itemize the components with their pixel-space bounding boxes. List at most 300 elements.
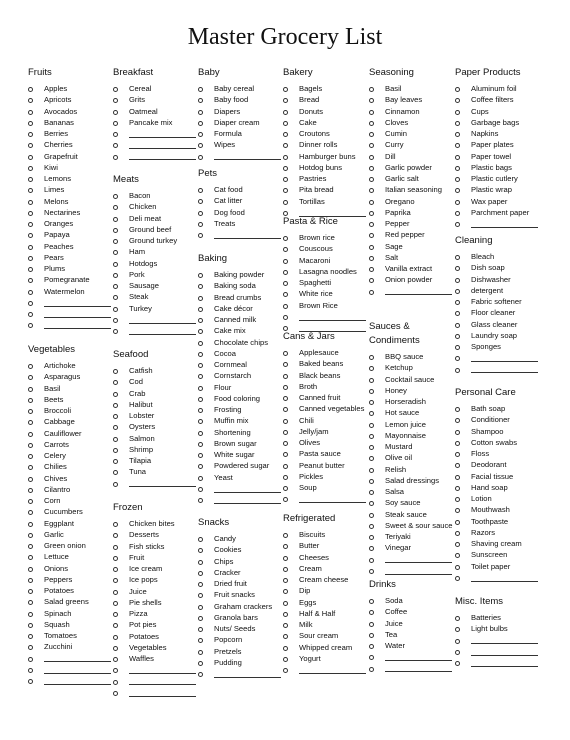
list-item: Lobster	[113, 410, 200, 421]
section-title: Misc. Items	[455, 596, 504, 607]
list-item: Pretzels	[198, 646, 285, 657]
list-item: White sugar	[198, 449, 285, 460]
list-item: Turkey	[113, 303, 200, 314]
list-item: Vinegar	[369, 542, 456, 553]
item-list	[283, 529, 370, 675]
list-item: Cake décor	[198, 303, 285, 314]
list-item: Zucchini	[28, 641, 115, 652]
list-item: Chips	[198, 556, 285, 567]
list-item: Oregano	[369, 196, 456, 207]
list-item: Basil	[28, 383, 115, 394]
blank-entry-line[interactable]	[113, 676, 200, 687]
list-item: Salsa	[369, 486, 456, 497]
list-item: White rice	[283, 288, 370, 299]
list-item: Pickles	[283, 471, 370, 482]
list-item: Lettuce	[28, 551, 115, 562]
list-item: Paper plates	[455, 139, 542, 150]
list-item: Toilet paper	[455, 561, 542, 572]
list-item: Deli meat	[113, 213, 200, 224]
blank-entry-line[interactable]	[198, 668, 285, 679]
list-item: Cat litter	[198, 195, 285, 206]
list-item: Canned vegetables	[283, 403, 370, 414]
item-list	[369, 595, 456, 674]
blank-entry-line[interactable]	[113, 478, 200, 489]
list-item: Parchment paper	[455, 207, 542, 218]
list-item: Cumin	[369, 128, 456, 139]
list-item: Pancake mix	[113, 117, 200, 128]
list-item: Coffee	[369, 606, 456, 617]
list-item: Hotdogs	[113, 258, 200, 269]
item-list	[455, 612, 542, 668]
list-item: Pastries	[283, 173, 370, 184]
section-breakfast	[113, 66, 200, 175]
list-item: Celery	[28, 450, 115, 461]
blank-entry-line[interactable]	[455, 635, 542, 646]
list-item: Vegetables	[113, 642, 200, 653]
list-item: Ground beef	[113, 224, 200, 235]
list-item: Brown rice	[283, 232, 370, 243]
list-item: Conditioner	[455, 414, 542, 425]
list-item: Shampoo	[455, 426, 542, 437]
list-item: Lasagna noodles	[283, 266, 370, 277]
list-item: Desserts	[113, 529, 200, 540]
list-item: Water	[369, 640, 456, 651]
list-item: Melons	[28, 196, 115, 207]
list-item: Fabric softener	[455, 296, 542, 307]
list-item: Cake mix	[198, 325, 285, 336]
list-item: Mayonnaise	[369, 430, 456, 441]
list-item: Chicken bites	[113, 518, 200, 529]
list-item: Pot pies	[113, 619, 200, 630]
list-item: Soy sauce	[369, 497, 456, 508]
list-item: Chicken	[113, 201, 200, 212]
list-item: Shaving cream	[455, 538, 542, 549]
blank-entry-line[interactable]	[113, 325, 200, 336]
blank-entry-line[interactable]	[369, 286, 456, 297]
list-item: Baking powder	[198, 269, 285, 280]
list-item: Biscuits	[283, 529, 370, 540]
list-item: Treats	[198, 218, 285, 229]
list-item: Dog food	[198, 207, 285, 218]
blank-entry-line[interactable]	[113, 664, 200, 675]
blank-entry-line[interactable]	[369, 565, 456, 576]
list-item: Plastic wrap	[455, 184, 542, 195]
list-item: Ham	[113, 246, 200, 257]
list-item: Garlic salt	[369, 173, 456, 184]
list-item: Bagels	[283, 83, 370, 94]
section-paper-products	[455, 66, 542, 242]
item-list	[113, 83, 200, 162]
list-item: Sunscreen	[455, 549, 542, 560]
list-item: Coffee filters	[455, 94, 542, 105]
list-item: Pita bread	[283, 184, 370, 195]
blank-entry-line[interactable]	[28, 308, 115, 319]
list-item: Squash	[28, 619, 115, 630]
section-title: Sauces & Condiments	[369, 321, 420, 346]
list-item: Aluminum foil	[455, 83, 542, 94]
list-item: Baking soda	[198, 280, 285, 291]
section-title: Meats	[113, 174, 139, 185]
blank-entry-line[interactable]	[283, 493, 370, 504]
list-item: Apricots	[28, 94, 115, 105]
list-item: Plastic cutlery	[455, 173, 542, 184]
section-refrigerated	[283, 512, 370, 688]
section-title: Drinks	[369, 579, 396, 590]
list-item: Corn	[28, 495, 115, 506]
list-item: Dinner rolls	[283, 139, 370, 150]
list-item: Curry	[369, 139, 456, 150]
section-pasta-rice	[283, 215, 370, 346]
list-item: Olives	[283, 437, 370, 448]
list-item: Yogurt	[283, 653, 370, 664]
list-item: Black beans	[283, 370, 370, 381]
list-item: Sage	[369, 241, 456, 252]
list-item: Dish soap	[455, 262, 542, 273]
list-item: Canned fruit	[283, 392, 370, 403]
list-item: Asparagus	[28, 371, 115, 382]
list-item: Garlic powder	[369, 162, 456, 173]
list-item: Oysters	[113, 421, 200, 432]
section-title: Frozen	[113, 502, 143, 513]
section-title: Seasoning	[369, 67, 414, 78]
list-item: Tortillas	[283, 196, 370, 207]
list-item: Wipes	[198, 139, 285, 150]
list-item: Bath soap	[455, 403, 542, 414]
list-item: Limes	[28, 184, 115, 195]
list-item: Cherries	[28, 139, 115, 150]
blank-entry-line[interactable]	[113, 128, 200, 139]
item-list	[198, 533, 285, 679]
blank-entry-line[interactable]	[28, 319, 115, 330]
list-item: Ground turkey	[113, 235, 200, 246]
item-list	[455, 403, 542, 583]
list-item: Plastic bags	[455, 162, 542, 173]
blank-entry-line[interactable]	[113, 139, 200, 150]
list-item: Cups	[455, 106, 542, 117]
list-item: Chili	[283, 415, 370, 426]
list-item: Half & Half	[283, 608, 370, 619]
list-item: Brown sugar	[198, 438, 285, 449]
list-item: Candy	[198, 533, 285, 544]
section-title: Cans & Jars	[283, 331, 335, 342]
list-item: detergent	[455, 285, 542, 296]
item-list	[283, 232, 370, 333]
list-item: Pasta sauce	[283, 448, 370, 459]
list-item: Cilantro	[28, 484, 115, 495]
section-baby	[198, 66, 285, 175]
list-item: Popcorn	[198, 634, 285, 645]
blank-entry-line[interactable]	[455, 352, 542, 363]
list-item: Muffin mix	[198, 415, 285, 426]
list-item: Italian seasoning	[369, 184, 456, 195]
list-item: Pudding	[198, 657, 285, 668]
section-title: Personal Care	[455, 387, 516, 398]
blank-entry-line[interactable]	[455, 657, 542, 668]
list-item: Diapers	[198, 106, 285, 117]
section-bakery	[283, 66, 370, 231]
list-item: Chilies	[28, 461, 115, 472]
blank-entry-line[interactable]	[369, 663, 456, 674]
blank-entry-line[interactable]	[455, 218, 542, 229]
section-title: Snacks	[198, 517, 230, 528]
list-item: Wax paper	[455, 196, 542, 207]
item-list	[198, 184, 285, 240]
list-item: Canned milk	[198, 314, 285, 325]
list-item: Berries	[28, 128, 115, 139]
list-item: Paprika	[369, 207, 456, 218]
blank-entry-line[interactable]	[113, 314, 200, 325]
list-item: Broth	[283, 381, 370, 392]
list-item: Hot sauce	[369, 407, 456, 418]
section-sauces-condiments	[369, 320, 456, 589]
list-item: Croutons	[283, 128, 370, 139]
item-list	[455, 83, 542, 229]
list-item: Horseradish	[369, 396, 456, 407]
list-item: Shrimp	[113, 444, 200, 455]
list-item: Glass cleaner	[455, 319, 542, 330]
blank-entry-line[interactable]	[113, 687, 200, 698]
item-list	[283, 83, 370, 218]
list-item: Powdered sugar	[198, 460, 285, 471]
list-item: Soup	[283, 482, 370, 493]
list-item: Cookies	[198, 544, 285, 555]
section-misc-items	[455, 595, 542, 681]
section-title: Refrigerated	[283, 513, 336, 524]
list-item: Grapefruit	[28, 151, 115, 162]
list-item: Red pepper	[369, 229, 456, 240]
list-item: Hand soap	[455, 482, 542, 493]
list-item: Spaghetti	[283, 277, 370, 288]
list-item: Whipped cream	[283, 642, 370, 653]
blank-entry-line[interactable]	[455, 572, 542, 583]
list-item: Dishwasher	[455, 274, 542, 285]
list-item: Pork	[113, 269, 200, 280]
list-item: Onions	[28, 563, 115, 574]
blank-entry-line[interactable]	[28, 297, 115, 308]
list-item: Hamburger buns	[283, 151, 370, 162]
list-item: Couscous	[283, 243, 370, 254]
list-item: Tomatoes	[28, 630, 115, 641]
blank-entry-line[interactable]	[28, 653, 115, 664]
list-item: Steak	[113, 291, 200, 302]
section-title: Pets	[198, 168, 218, 179]
item-list	[113, 365, 200, 489]
list-item: Eggplant	[28, 518, 115, 529]
list-item: Napkins	[455, 128, 542, 139]
section-seafood	[113, 348, 200, 502]
blank-entry-line[interactable]	[113, 151, 200, 162]
list-item: Cod	[113, 376, 200, 387]
blank-entry-line[interactable]	[198, 229, 285, 240]
list-item: Diaper cream	[198, 117, 285, 128]
blank-entry-line[interactable]	[283, 311, 370, 322]
item-list	[28, 360, 115, 686]
list-item: Light bulbs	[455, 623, 542, 634]
item-list	[369, 351, 456, 576]
list-item: Bananas	[28, 117, 115, 128]
list-item: Dried fruit	[198, 578, 285, 589]
list-item: Batteries	[455, 612, 542, 623]
list-item: Pears	[28, 252, 115, 263]
list-item: Basil	[369, 83, 456, 94]
blank-entry-line[interactable]	[369, 554, 456, 565]
list-item: Razors	[455, 527, 542, 538]
blank-entry-line[interactable]	[455, 646, 542, 657]
section-drinks	[369, 578, 456, 687]
list-item: Cake	[283, 117, 370, 128]
item-list	[28, 83, 115, 331]
list-item: Juice	[113, 586, 200, 597]
list-item: Baked beans	[283, 358, 370, 369]
list-item: Kiwi	[28, 162, 115, 173]
list-item: Milk	[283, 619, 370, 630]
section-personal-care	[455, 386, 542, 596]
list-item: Grits	[113, 94, 200, 105]
list-item: Hotdog buns	[283, 162, 370, 173]
list-item: Watermelon	[28, 286, 115, 297]
list-item: Waffles	[113, 653, 200, 664]
section-frozen	[113, 501, 200, 711]
item-list	[455, 251, 542, 375]
list-item: Flour	[198, 382, 285, 393]
list-item: Vanilla extract	[369, 263, 456, 274]
list-item: Yeast	[198, 472, 285, 483]
list-item: Granola bars	[198, 612, 285, 623]
list-item: Peaches	[28, 241, 115, 252]
list-item: Avocados	[28, 106, 115, 117]
list-item: Pie shells	[113, 597, 200, 608]
list-item: Fruit	[113, 552, 200, 563]
list-item: Fruit snacks	[198, 589, 285, 600]
section-baking	[198, 252, 285, 518]
list-item: Sour cream	[283, 630, 370, 641]
list-item: Cream cheese	[283, 574, 370, 585]
list-item: Chocolate chips	[198, 337, 285, 348]
list-item: Crab	[113, 388, 200, 399]
list-item: Apples	[28, 83, 115, 94]
list-item: Tuna	[113, 466, 200, 477]
blank-entry-line[interactable]	[198, 494, 285, 505]
blank-entry-line[interactable]	[198, 151, 285, 162]
list-item: Baby cereal	[198, 83, 285, 94]
section-title: Bakery	[283, 67, 313, 78]
list-item: Formula	[198, 128, 285, 139]
list-item: Cereal	[113, 83, 200, 94]
list-item: Broccoli	[28, 405, 115, 416]
list-item: Baby food	[198, 94, 285, 105]
blank-entry-line[interactable]	[283, 664, 370, 675]
list-item: Cloves	[369, 117, 456, 128]
list-item: Salmon	[113, 433, 200, 444]
list-item: Sausage	[113, 280, 200, 291]
list-item: Frosting	[198, 404, 285, 415]
list-item: Sponges	[455, 341, 542, 352]
list-item: Laundry soap	[455, 330, 542, 341]
blank-entry-line[interactable]	[28, 675, 115, 686]
list-item: Cabbage	[28, 416, 115, 427]
list-item: Cotton swabs	[455, 437, 542, 448]
section-cleaning	[455, 234, 542, 388]
list-item: Peppers	[28, 574, 115, 585]
list-item: Beets	[28, 394, 115, 405]
list-item: Onion powder	[369, 274, 456, 285]
list-item: Macaroni	[283, 255, 370, 266]
blank-entry-line[interactable]	[28, 664, 115, 675]
blank-entry-line[interactable]	[198, 483, 285, 494]
list-item: Nuts/ Seeds	[198, 623, 285, 634]
list-item: Bread crumbs	[198, 292, 285, 303]
list-item: Salad greens	[28, 596, 115, 607]
list-item: Bay leaves	[369, 94, 456, 105]
list-item: Donuts	[283, 106, 370, 117]
list-item: Soda	[369, 595, 456, 606]
section-vegetables	[28, 343, 115, 699]
item-list	[283, 347, 370, 505]
list-item: Dip	[283, 585, 370, 596]
list-item: Brown Rice	[283, 300, 370, 311]
list-item: Toothpaste	[455, 516, 542, 527]
list-item: Teriyaki	[369, 531, 456, 542]
list-item: Floor cleaner	[455, 307, 542, 318]
list-item: Oatmeal	[113, 106, 200, 117]
list-item: Salad dressings	[369, 475, 456, 486]
section-fruits	[28, 66, 115, 344]
section-snacks	[198, 516, 285, 692]
list-item: Nectarines	[28, 207, 115, 218]
list-item: Shortening	[198, 427, 285, 438]
list-item: Cheeses	[283, 552, 370, 563]
list-item: Cauliflower	[28, 428, 115, 439]
list-item: Garlic	[28, 529, 115, 540]
section-title: Baking	[198, 253, 228, 264]
list-item: Lemons	[28, 173, 115, 184]
list-item: Spinach	[28, 608, 115, 619]
list-item: BBQ sauce	[369, 351, 456, 362]
list-item: Potatoes	[113, 631, 200, 642]
list-item: Olive oil	[369, 452, 456, 463]
list-item: Tea	[369, 629, 456, 640]
list-item: Cornstarch	[198, 370, 285, 381]
list-item: Deodorant	[455, 459, 542, 470]
list-item: Fish sticks	[113, 541, 200, 552]
section-pets	[198, 167, 285, 253]
list-item: Graham crackers	[198, 601, 285, 612]
list-item: Halibut	[113, 399, 200, 410]
list-item: Eggs	[283, 597, 370, 608]
list-item: Catfish	[113, 365, 200, 376]
list-item: Cucumbers	[28, 506, 115, 517]
section-cans-jars	[283, 330, 370, 518]
list-item: Lotion	[455, 493, 542, 504]
list-item: Artichoke	[28, 360, 115, 371]
list-item: Papaya	[28, 229, 115, 240]
section-meats	[113, 173, 200, 349]
list-item: Bacon	[113, 190, 200, 201]
list-item: Cracker	[198, 567, 285, 578]
list-item: Tilapia	[113, 455, 200, 466]
section-title: Paper Products	[455, 67, 521, 78]
section-title: Seafood	[113, 349, 149, 360]
list-item: Cornmeal	[198, 359, 285, 370]
blank-entry-line[interactable]	[369, 651, 456, 662]
list-item: Butter	[283, 540, 370, 551]
list-item: Cocktail sauce	[369, 374, 456, 385]
list-item: Honey	[369, 385, 456, 396]
list-item: Ice pops	[113, 574, 200, 585]
list-item: Oranges	[28, 218, 115, 229]
list-item: Plums	[28, 263, 115, 274]
blank-entry-line[interactable]	[455, 364, 542, 375]
